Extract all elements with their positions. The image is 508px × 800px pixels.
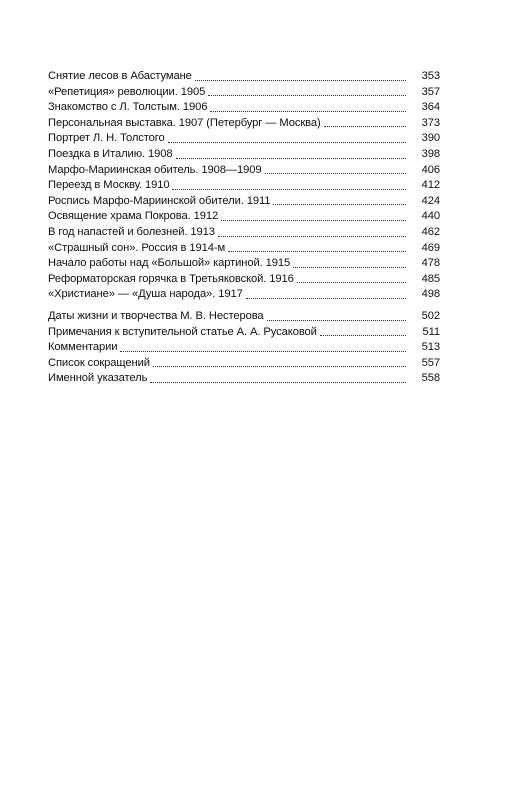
toc-entry-page: 357 [421, 85, 440, 98]
toc-entry-title: Персональная выставка. 1907 (Петербург — Москва) [48, 116, 321, 129]
toc-entry-title: Марфо-Мариинская обитель. 1908—1909 [48, 163, 262, 176]
toc-entry-page: 498 [421, 288, 440, 301]
dot-leader [228, 250, 406, 252]
toc-entry-page: 424 [421, 194, 440, 207]
toc-entry [48, 209, 440, 225]
toc-entry-page: 502 [421, 309, 440, 322]
toc-entry [48, 340, 440, 356]
table-of-contents [48, 69, 440, 387]
toc-entry-title: «Репетиция» революции. 1905 [48, 85, 206, 98]
toc-entry [48, 272, 440, 288]
dot-leader [153, 365, 406, 367]
toc-entry-page: 364 [421, 101, 440, 114]
toc-entry-page: 485 [421, 272, 440, 285]
dot-leader [324, 125, 406, 127]
toc-entry-title: Роспись Марфо-Мариинской обители. 1911 [48, 194, 271, 207]
toc-entry-title: Именной указатель [48, 372, 148, 385]
toc-entry-title: Реформаторская горячка в Третьяковской. 1916 [48, 272, 294, 285]
toc-entry-page: 558 [421, 372, 440, 385]
toc-entry [48, 225, 440, 241]
toc-entry-page: 469 [421, 241, 440, 254]
toc-entry-page: 406 [421, 163, 440, 176]
toc-entry [48, 69, 440, 85]
toc-entry [48, 194, 440, 210]
dot-leader [150, 381, 406, 383]
dot-leader [208, 94, 406, 96]
toc-entry [48, 178, 440, 194]
toc-entry [48, 85, 440, 101]
dot-leader [168, 141, 406, 143]
dot-leader [273, 203, 406, 205]
toc-entry-title: Комментарии [48, 341, 118, 354]
toc-entry-title: Список сокращений [48, 356, 150, 369]
toc-entry-title: Примечания к вступительной статье А. А. Русаковой [48, 325, 317, 338]
dot-leader [320, 334, 406, 336]
toc-entry [48, 163, 440, 179]
toc-entry [48, 325, 440, 341]
toc-entry-title: Поездка в Италию. 1908 [48, 147, 173, 160]
dot-leader [195, 79, 406, 81]
toc-entry-title: Начало работы над «Большой» картиной. 1915 [48, 257, 291, 270]
dot-leader [172, 188, 406, 190]
dot-leader [246, 297, 406, 299]
dot-leader [297, 281, 406, 283]
toc-entry [48, 356, 440, 372]
toc-entry-title: «Страшный сон». Россия в 1914-м [48, 241, 226, 254]
dot-leader [267, 319, 406, 321]
toc-entry-title: В год напастей и болезней. 1913 [48, 225, 215, 238]
toc-entry [48, 147, 440, 163]
dot-leader [221, 219, 406, 221]
toc-entry [48, 309, 440, 325]
toc-entry-page: 398 [421, 147, 440, 160]
toc-entry-title: «Христиане» — «Душа народа». 1917 [48, 288, 243, 301]
toc-entry-title: Знакомство с Л. Толстым. 1906 [48, 101, 208, 114]
dot-leader [210, 110, 406, 112]
toc-entry-title: Переезд в Москву. 1910 [48, 179, 170, 192]
dot-leader [265, 172, 407, 174]
toc-entry [48, 287, 440, 303]
toc-entry-page: 353 [421, 70, 440, 82]
toc-entry-title: Освящение храма Покрова. 1912 [48, 210, 219, 223]
dot-leader [293, 266, 406, 268]
toc-entry-page: 557 [421, 356, 440, 369]
toc-entry-page: 511 [422, 325, 440, 338]
toc-entry [48, 256, 440, 272]
dot-leader [218, 235, 406, 237]
toc-entry [48, 116, 440, 132]
toc-entry-title: Снятие лесов в Абастумане [48, 70, 192, 82]
toc-entry-page: 440 [421, 210, 440, 223]
dot-leader [120, 350, 406, 352]
toc-entry-page: 390 [421, 132, 440, 145]
toc-entry-page: 462 [421, 225, 440, 238]
toc-entry-page: 478 [421, 257, 440, 270]
toc-entry [48, 241, 440, 257]
toc-entry [48, 371, 440, 387]
dot-leader [176, 157, 406, 159]
toc-entry-title: Даты жизни и творчества М. В. Нестерова [48, 309, 264, 322]
toc-entry-page: 373 [421, 116, 440, 129]
toc-entry-page: 412 [421, 179, 440, 192]
toc-entry-title: Портрет Л. Н. Толстого [48, 132, 165, 145]
toc-entry [48, 100, 440, 116]
toc-entry [48, 131, 440, 147]
toc-entry-page: 513 [421, 341, 440, 354]
